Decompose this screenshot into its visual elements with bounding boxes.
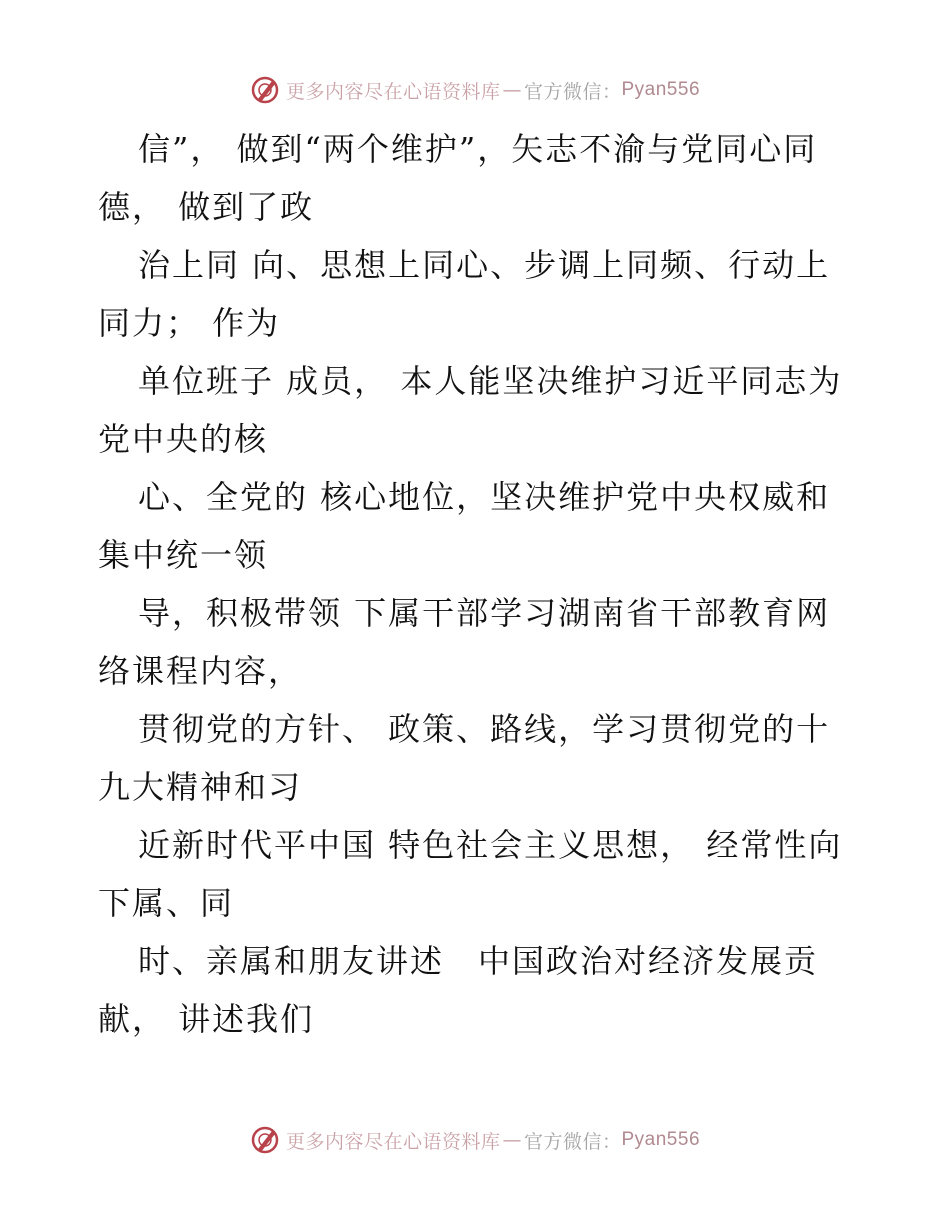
- paragraph: 信”， 做到“两个维护”，矢志不渝与党同心同德， 做到了政: [98, 130, 818, 226]
- banner-dash: —: [502, 79, 522, 101]
- pen-logo-icon: [250, 1125, 280, 1155]
- paragraph: 心、全党的 核心地位，坚决维护党中央权威和集中统一领: [98, 478, 831, 574]
- paragraph: 时、亲属和朋友讲述 中国政治对经济发展贡献， 讲述我们: [98, 942, 819, 1038]
- pen-logo-icon: [250, 75, 280, 105]
- wechat-id: Pyan556: [621, 1129, 701, 1150]
- wechat-label: 官方微信：: [523, 80, 622, 103]
- paragraph: 贯彻党的方针、 政策、路线，学习贯彻党的十九大精神和习: [98, 710, 831, 806]
- paragraph: 单位班子 成员， 本人能坚决维护习近平同志为党中央的核: [98, 362, 843, 458]
- document-body: [98, 120, 858, 1048]
- paragraph: 导，积极带领 下属干部学习湖南省干部教育网络课程内容，: [98, 594, 831, 690]
- banner-slogan: 更多内容尽在心语资料库: [285, 80, 501, 103]
- banner-dash: —: [502, 1129, 522, 1151]
- footer-banner: [0, 1120, 950, 1160]
- header-banner: [0, 70, 950, 110]
- paragraph: 治上同 向、思想上同心、步调上同频、行动上同力； 作为: [98, 246, 831, 342]
- wechat-label: 官方微信：: [523, 1130, 622, 1153]
- paragraph: 近新时代平中国 特色社会主义思想， 经常性向下属、同: [98, 826, 843, 922]
- wechat-id: Pyan556: [621, 79, 701, 100]
- banner-slogan: 更多内容尽在心语资料库: [285, 1130, 501, 1153]
